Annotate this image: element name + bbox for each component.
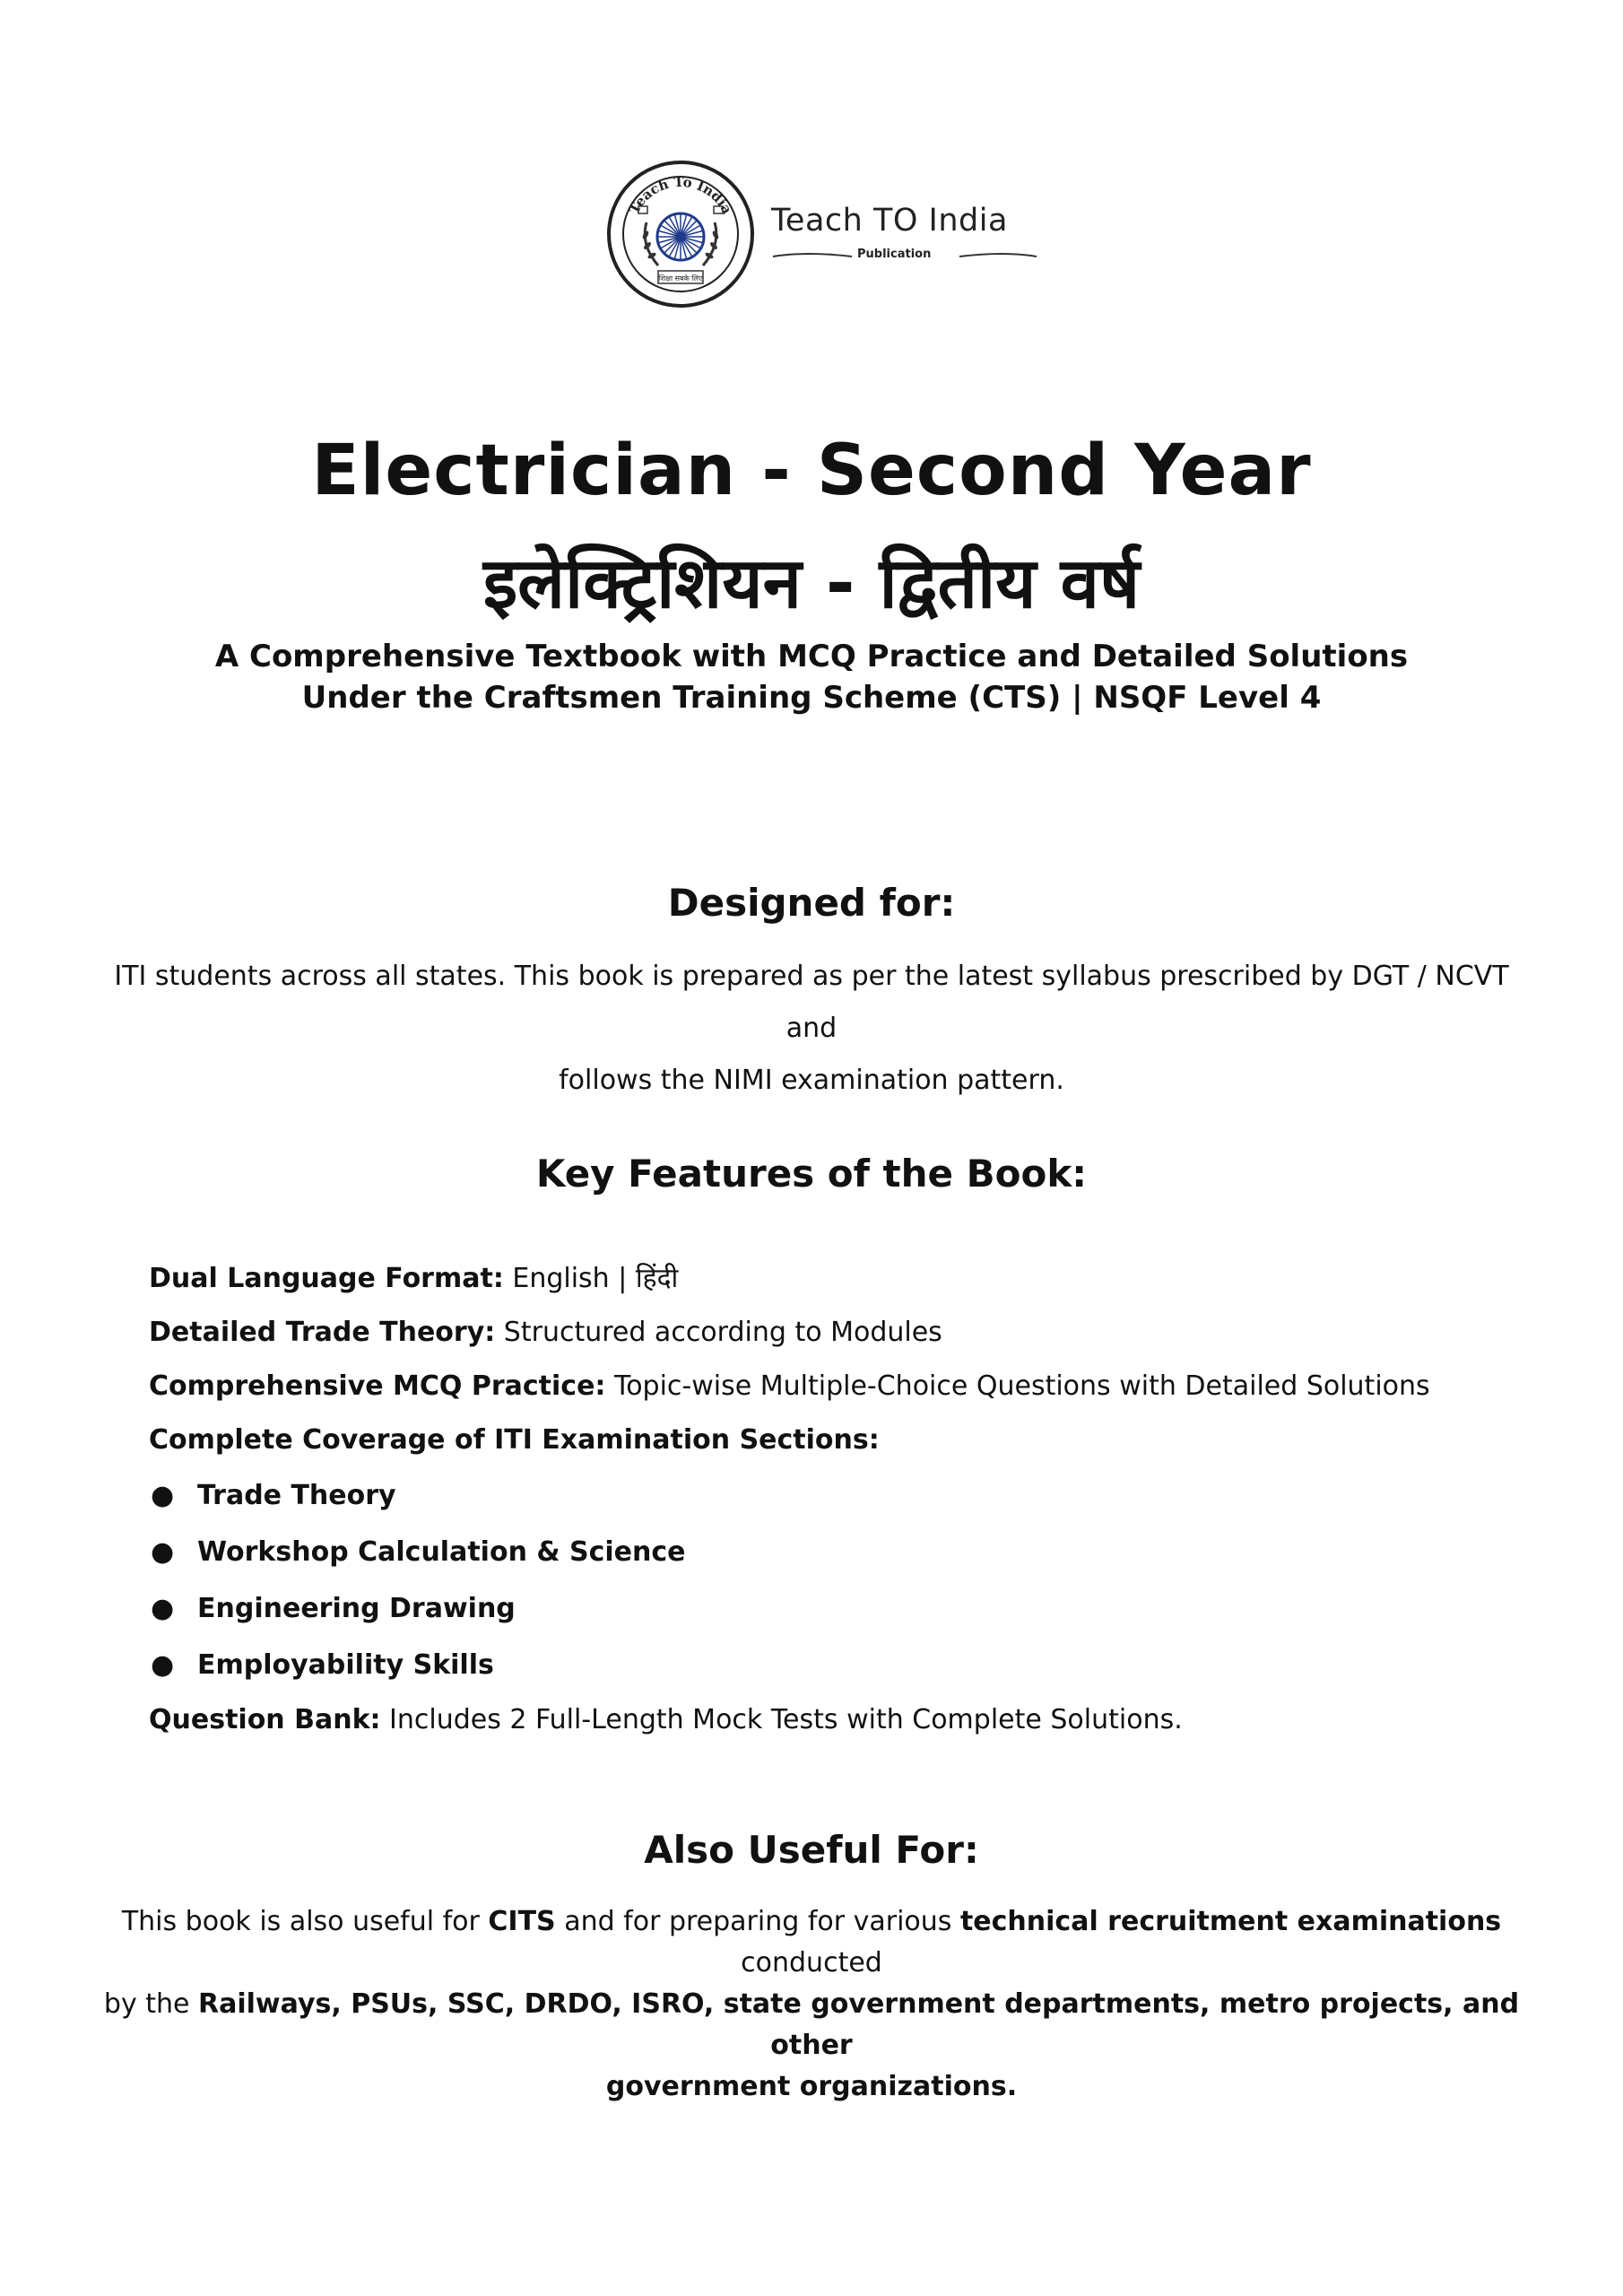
also-useful-line-2: [90, 1984, 1533, 2066]
feature-item: [149, 1413, 1494, 1467]
section-name: Trade Theory: [197, 1480, 396, 1511]
designed-for-heading: Designed for:: [667, 881, 956, 925]
subtitle-line-2: Under the Craftsmen Training Scheme (CTS) | NSQF Level 4: [301, 680, 1322, 716]
section-name: Employability Skills: [197, 1649, 494, 1681]
feature-text: English | हिंदी: [503, 1263, 679, 1294]
feature-text: Includes 2 Full-Length Mock Tests with Complete Solutions.: [380, 1704, 1183, 1735]
text-run-bold: technical recruitment examinations: [959, 1906, 1502, 1937]
brand-subtitle: Publication: [857, 248, 932, 261]
text-run-bold: government organizations.: [605, 2071, 1018, 2102]
bullet-icon: ●: [151, 1480, 175, 1511]
section-name: Engineering Drawing: [197, 1593, 516, 1624]
also-useful-line-3: [90, 2066, 1533, 2108]
feature-text: Structured according to Modules: [495, 1317, 942, 1348]
also-useful-line-1: [90, 1901, 1533, 1984]
key-features-heading: Key Features of the Book:: [535, 1152, 1088, 1196]
feature-label: Question Bank:: [149, 1704, 381, 1735]
section-bullet-item: [149, 1580, 1494, 1637]
key-features-list: [149, 1252, 1494, 1747]
publisher-logo: [606, 160, 1037, 312]
section-bullet-item: [149, 1467, 1494, 1524]
text-run: and for preparing for various: [555, 1906, 960, 1937]
title-english: Electrician - Second Year: [311, 430, 1312, 511]
feature-item-question-bank: [149, 1693, 1494, 1747]
feature-item: [149, 1306, 1494, 1360]
seal-emblem-icon: [606, 160, 755, 309]
section-bullet-item: [149, 1524, 1494, 1580]
feature-label: Dual Language Format:: [149, 1263, 504, 1294]
feature-label: Complete Coverage of ITI Examination Sections:: [149, 1424, 880, 1456]
section-bullet-item: [149, 1637, 1494, 1693]
designed-for-text: [90, 951, 1533, 1107]
seal-banner-text: शिक्षा सबके लिए: [658, 274, 703, 283]
bullet-icon: ●: [151, 1649, 175, 1681]
feature-item: [149, 1360, 1494, 1413]
brand-name: Teach TO India: [771, 203, 1008, 239]
designed-for-line-2: follows the NIMI examination pattern.: [559, 1065, 1064, 1096]
feature-label: Detailed Trade Theory:: [149, 1317, 496, 1348]
svg-text:Teach To India: Teach To India: [625, 173, 736, 217]
bullet-icon: ●: [151, 1536, 175, 1568]
feature-item: [149, 1252, 1494, 1306]
also-useful-text: [90, 1901, 1533, 2108]
text-run: This book is also useful for: [121, 1906, 489, 1937]
text-run-bold: CITS: [488, 1906, 556, 1937]
feature-label: Comprehensive MCQ Practice:: [149, 1370, 606, 1402]
title-hindi: इलेक्ट्रिशियन - द्वितीय वर्ष: [482, 544, 1141, 624]
brand-wordmark: [771, 203, 1040, 274]
text-run-bold: Railways, PSUs, SSC, DRDO, ISRO, state government departments, metro projects, and other: [198, 1988, 1520, 2061]
also-useful-heading: Also Useful For:: [644, 1828, 979, 1872]
designed-for-line-1: ITI students across all states. This book is prepared as per the latest syllabus prescribed by DGT / NCVT and: [114, 961, 1509, 1044]
subtitle-line-1: A Comprehensive Textbook with MCQ Practice and Detailed Solutions: [214, 639, 1409, 674]
section-name: Workshop Calculation & Science: [197, 1536, 686, 1568]
text-run: by the: [103, 1988, 199, 2020]
bullet-icon: ●: [151, 1593, 175, 1624]
text-run: conducted: [741, 1947, 882, 1979]
feature-text: Topic-wise Multiple-Choice Questions with Detailed Solutions: [605, 1370, 1430, 1402]
